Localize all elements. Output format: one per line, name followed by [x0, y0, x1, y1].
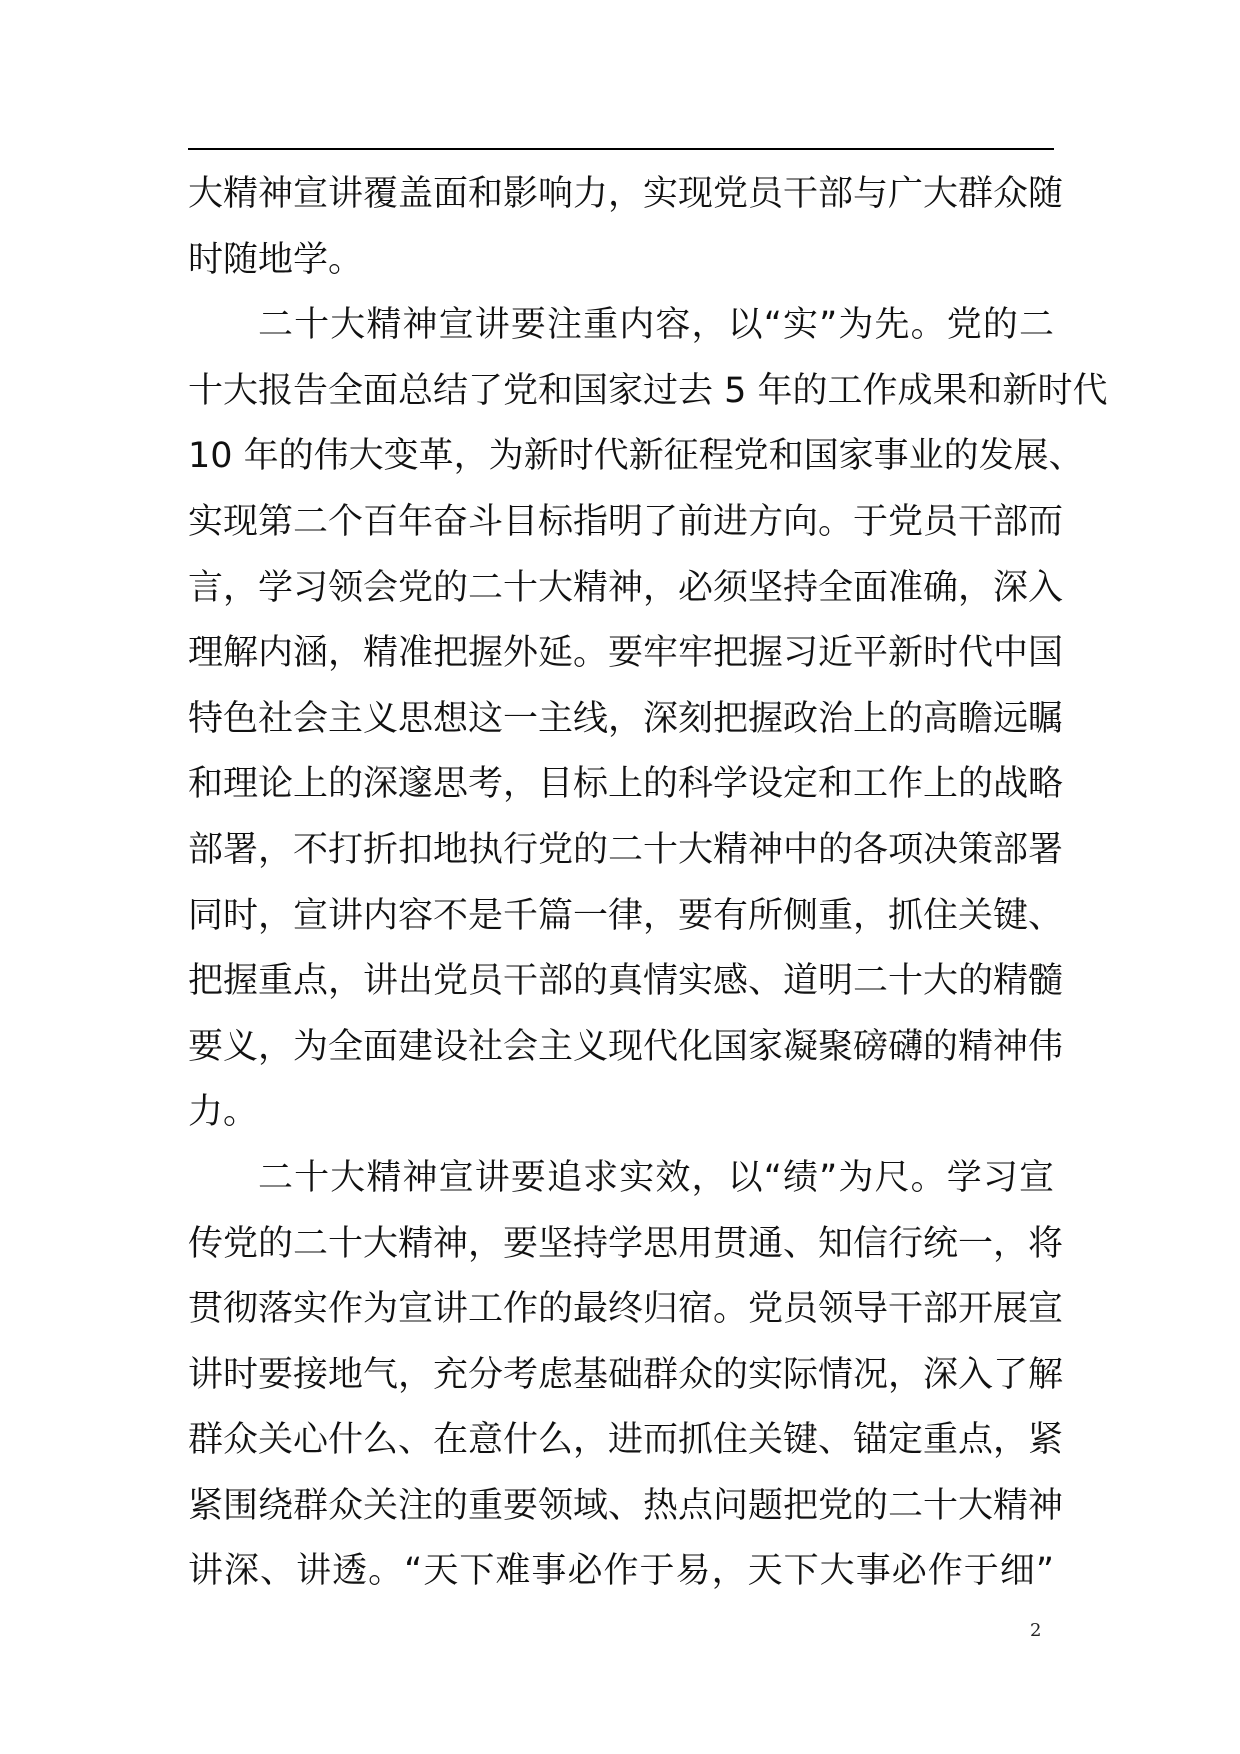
text-line: 把握重点，讲出党员干部的真情实感、道明二十大的精髓 — [188, 961, 1064, 1002]
text-line: 和理论上的深邃思考，目标上的科学设定和工作上的战略 — [188, 764, 1064, 805]
text-line: 力。 — [188, 1092, 259, 1133]
text-line: 10 年的伟大变革，为新时代新征程党和国家事业的发展、 — [188, 436, 1084, 477]
text-line: 时随地学。 — [188, 239, 364, 280]
page-number: 2 — [1030, 1620, 1042, 1641]
text-line: 紧围绕群众关注的重要领域、热点问题把党的二十大精神 — [188, 1485, 1064, 1526]
text-line: 部署，不打折扣地执行党的二十大精神中的各项决策部署 — [188, 829, 1064, 870]
text-line: 二十大精神宣讲要追求实效，以“绩”为尺。学习宣 — [258, 1157, 1054, 1198]
text-line: 群众关心什么、在意什么，进而抓住关键、锚定重点，紧 — [188, 1420, 1064, 1461]
text-line: 同时，宣讲内容不是千篇一律，要有所侧重，抓住关键、 — [188, 895, 1064, 936]
text-line: 要义，为全面建设社会主义现代化国家凝聚磅礴的精神伟 — [188, 1026, 1064, 1067]
body-text — [188, 162, 1108, 1605]
text-line: 讲深、讲透。“天下难事必作于易，天下大事必作于细” — [188, 1551, 1054, 1592]
text-line: 言，学习领会党的二十大精神，必须坚持全面准确，深入 — [188, 567, 1064, 608]
text-line: 大精神宣讲覆盖面和影响力，实现党员干部与广大群众随 — [188, 174, 1064, 214]
text-line: 特色社会主义思想这一主线，深刻把握政治上的高瞻远瞩 — [188, 698, 1064, 739]
text-line: 理解内涵，精准把握外延。要牢牢把握习近平新时代中国 — [188, 633, 1064, 674]
text-line: 讲时要接地气，充分考虑基础群众的实际情况，深入了解 — [188, 1354, 1064, 1395]
text-line: 十大报告全面总结了党和国家过去 5 年的工作成果和新时代 — [188, 370, 1108, 411]
text-line: 传党的二十大精神，要坚持学思用贯通、知信行统一，将 — [188, 1223, 1064, 1264]
text-line: 贯彻落实作为宣讲工作的最终归宿。党员领导干部开展宣 — [188, 1289, 1064, 1330]
text-line: 实现第二个百年奋斗目标指明了前进方向。于党员干部而 — [188, 501, 1064, 542]
text-line: 二十大精神宣讲要注重内容，以“实”为先。党的二 — [258, 305, 1054, 346]
header-rule — [188, 148, 1054, 150]
